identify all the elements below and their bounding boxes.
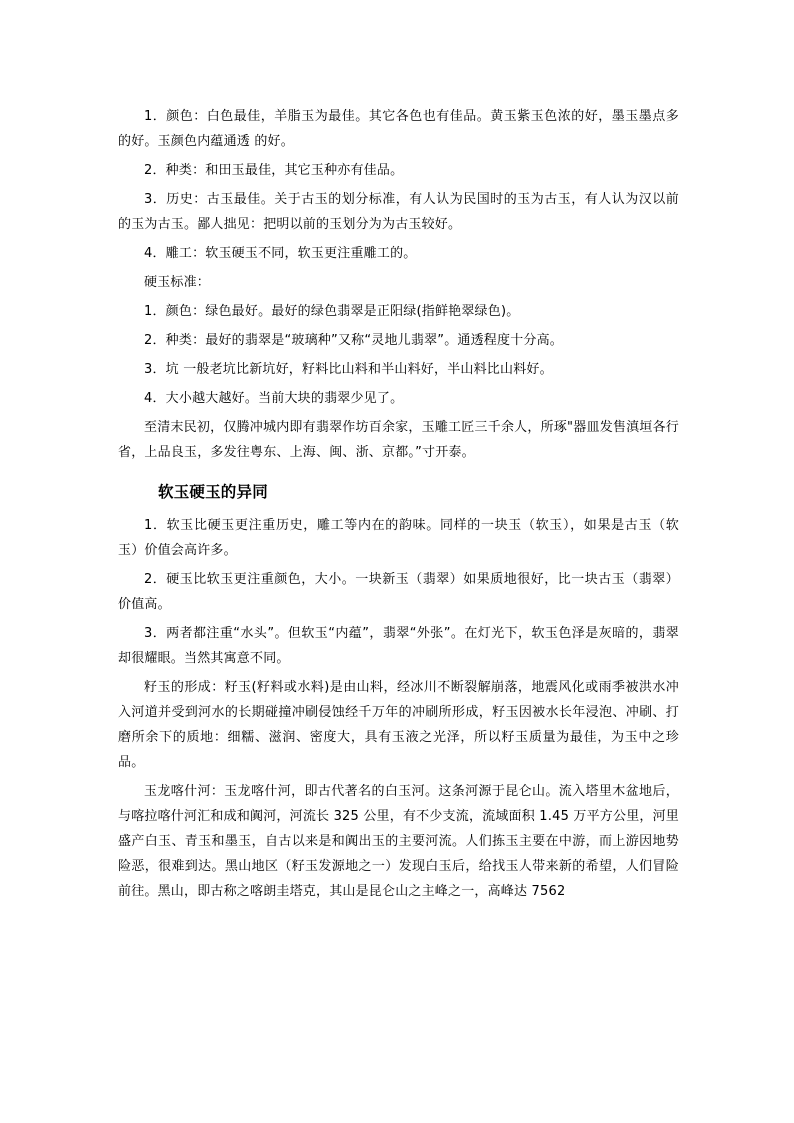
yulongkashi-river-paragraph: 玉龙喀什河：玉龙喀什河，即古代著名的白玉河。这条河源于昆仑山。流入塔里木盆地后，与喀拉喀什河汇和成和阗河，河流长 325 公里，有不少支流，流域面积 1.45 万平方公里，河里盛产白玉、青玉和墨玉，自古以来是和阗出玉的主要河流。人们拣玉主要在中游，而上游因地势险恶，很难到达。黑山地区（籽玉发源地之一）发现白玉后，给找玉人带来新的希望，人们冒险前往。黑山，即古称之喀朗圭塔克，其山是昆仑山之主峰之一，高峰达 7562 xyxy=(118,784,679,899)
comparison-item-history: 1．软玉比硬玉更注重历史，雕工等内在的韵味。同样的一块玉（软玉），如果是古玉（软玉）价值会高许多。 xyxy=(118,518,679,558)
seed-jade-formation-paragraph: 籽玉的形成：籽玉(籽料或水料)是由山料，经冰川不断裂解崩落，地震风化或雨季被洪水冲入河道并受到河水的长期碰撞冲刷侵蚀经千万年的冲刷所形成，籽玉因被水长年浸泡、冲刷、打磨所余下的质地：细糯、滋润、密度大，具有玉液之光泽，所以籽玉质量为最佳，为玉中之珍品。 xyxy=(118,680,679,770)
soft-jade-criterion-color: 1．颜色：白色最佳，羊脂玉为最佳。其它各色也有佳品。黄玉紫玉色浓的好，墨玉墨点多的好。玉颜色内蕴通透 的好。 xyxy=(118,109,679,149)
hard-jade-criterion-size: 4．大小越大越好。当前大块的翡翠少见了。 xyxy=(144,391,404,406)
hard-jade-criterion-color: 1．颜色：绿色最好。最好的绿色翡翠是正阳绿(指鲜艳翠绿色)。 xyxy=(144,304,520,319)
comparison-item-color: 2．硬玉比软玉更注重颜色，大小。一块新玉（翡翠）如果质地很好，比一块古玉（翡翠）价值高。 xyxy=(118,572,679,612)
soft-jade-criterion-type: 2．种类：和田玉最佳，其它玉种亦有佳品。 xyxy=(144,163,404,178)
hard-jade-criterion-mine: 3．坑 一般老坑比新坑好，籽料比山料和半山料好，半山料比山料好。 xyxy=(144,362,553,377)
comparison-item-water: 3．两者都注重“水头”。但软玉“内蕴”，翡翠“外张”。在灯光下，软玉色泽是灰暗的，翡翠却很耀眼。当然其寓意不同。 xyxy=(118,626,679,666)
hard-jade-criterion-type: 2．种类：最好的翡翠是“玻璃种”又称“灵地儿翡翠”。通透程度十分高。 xyxy=(144,333,564,348)
document-body xyxy=(118,104,679,908)
section-heading: 软玉硬玉的异同 xyxy=(158,482,268,501)
tengchong-history-paragraph: 至清末民初，仅腾冲城内即有翡翠作坊百余家，玉雕工匠三千余人，所琢"器皿发售滇垣各行省，上品良玉，多发往粤东、上海、闽、浙、京都。”寸开泰。 xyxy=(118,420,679,460)
hard-jade-standard-label: 硬玉标准： xyxy=(144,275,211,290)
soft-jade-criterion-carving: 4．雕工：软玉硬玉不同，软玉更注重雕工的。 xyxy=(144,246,417,261)
soft-jade-criterion-history: 3．历史：古玉最佳。关于古玉的划分标准，有人认为民国时的玉为古玉，有人认为汉以前的玉为古玉。鄙人拙见：把明以前的玉划分为为古玉较好。 xyxy=(118,192,679,232)
